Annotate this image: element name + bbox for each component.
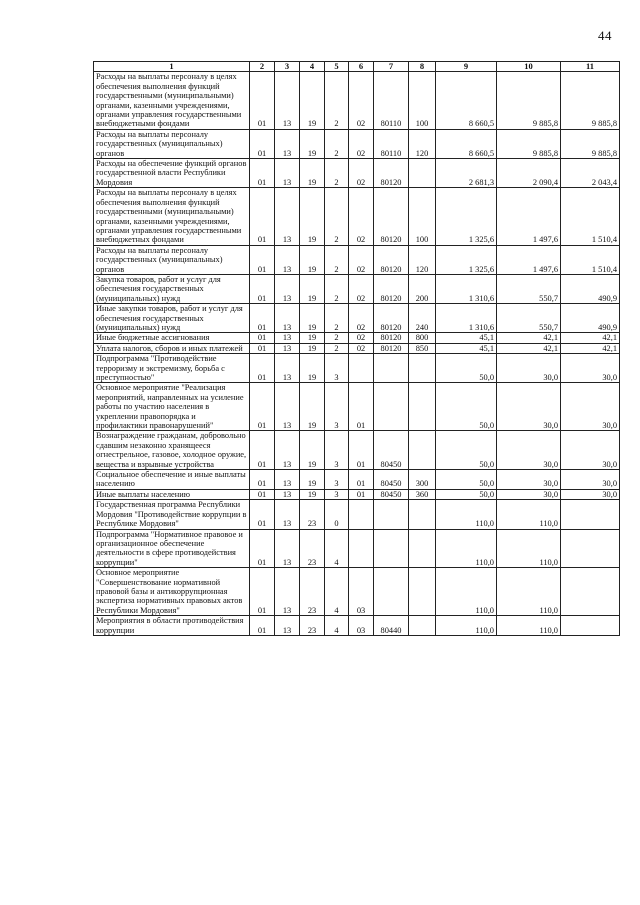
table-row bbox=[94, 129, 620, 158]
amount-year-3 bbox=[561, 568, 620, 616]
subprogram-code: 2 bbox=[325, 245, 349, 274]
amount-year-2: 110,0 bbox=[497, 529, 561, 568]
table-row bbox=[94, 470, 620, 490]
amount-year-1: 1 310,6 bbox=[436, 274, 497, 303]
column-header: 10 bbox=[497, 62, 561, 72]
row-name: Закупка товаров, работ и услуг для обеспечения государственных (муниципальных) нужд bbox=[94, 274, 250, 303]
subprogram-code: 3 bbox=[325, 354, 349, 383]
program-code: 23 bbox=[300, 616, 325, 636]
amount-year-2: 30,0 bbox=[497, 431, 561, 470]
column-header: 1 bbox=[94, 62, 250, 72]
amount-year-1: 1 310,6 bbox=[436, 304, 497, 333]
amount-year-2: 42,1 bbox=[497, 343, 561, 353]
subsection-code: 13 bbox=[275, 159, 300, 188]
section-code: 01 bbox=[250, 568, 275, 616]
direction-code bbox=[374, 500, 409, 529]
amount-year-3: 490,9 bbox=[561, 274, 620, 303]
amount-year-3: 30,0 bbox=[561, 431, 620, 470]
amount-year-1: 110,0 bbox=[436, 500, 497, 529]
column-header: 3 bbox=[275, 62, 300, 72]
amount-year-2: 1 497,6 bbox=[497, 188, 561, 245]
table-row bbox=[94, 568, 620, 616]
subsection-code: 13 bbox=[275, 383, 300, 431]
subsection-code: 13 bbox=[275, 431, 300, 470]
amount-year-1: 50,0 bbox=[436, 431, 497, 470]
subsection-code: 13 bbox=[275, 245, 300, 274]
amount-year-1: 45,1 bbox=[436, 343, 497, 353]
activity-code bbox=[349, 500, 374, 529]
subprogram-code: 3 bbox=[325, 383, 349, 431]
amount-year-3: 30,0 bbox=[561, 383, 620, 431]
table-row bbox=[94, 500, 620, 529]
direction-code: 80440 bbox=[374, 616, 409, 636]
activity-code: 02 bbox=[349, 159, 374, 188]
activity-code: 02 bbox=[349, 333, 374, 343]
expense-type-code bbox=[409, 500, 436, 529]
table-row bbox=[94, 159, 620, 188]
amount-year-2: 110,0 bbox=[497, 616, 561, 636]
section-code: 01 bbox=[250, 333, 275, 343]
subprogram-code: 4 bbox=[325, 529, 349, 568]
expense-type-code bbox=[409, 159, 436, 188]
expense-type-code: 100 bbox=[409, 72, 436, 129]
row-name: Расходы на выплаты персоналу в целях обеспечения выполнения функций государственными (муниципальными) органами, казенными учреждениями, органами управления государственными внебюджетных фондами bbox=[94, 188, 250, 245]
amount-year-2: 30,0 bbox=[497, 383, 561, 431]
section-code: 01 bbox=[250, 470, 275, 490]
expense-type-code: 850 bbox=[409, 343, 436, 353]
table-row bbox=[94, 616, 620, 636]
table-row bbox=[94, 304, 620, 333]
amount-year-2: 1 497,6 bbox=[497, 245, 561, 274]
table-row bbox=[94, 383, 620, 431]
subsection-code: 13 bbox=[275, 470, 300, 490]
column-header: 6 bbox=[349, 62, 374, 72]
column-header: 11 bbox=[561, 62, 620, 72]
amount-year-3 bbox=[561, 529, 620, 568]
expense-type-code bbox=[409, 616, 436, 636]
section-code: 01 bbox=[250, 274, 275, 303]
direction-code bbox=[374, 529, 409, 568]
direction-code: 80120 bbox=[374, 274, 409, 303]
row-name: Расходы на выплаты персоналу государственных (муниципальных) органов bbox=[94, 245, 250, 274]
table-row bbox=[94, 188, 620, 245]
amount-year-3 bbox=[561, 616, 620, 636]
program-code: 19 bbox=[300, 188, 325, 245]
column-header: 9 bbox=[436, 62, 497, 72]
subsection-code: 13 bbox=[275, 529, 300, 568]
subprogram-code: 3 bbox=[325, 470, 349, 490]
direction-code: 80120 bbox=[374, 304, 409, 333]
subprogram-code: 2 bbox=[325, 159, 349, 188]
amount-year-1: 1 325,6 bbox=[436, 188, 497, 245]
row-name: Государственная программа Республики Мордовия "Противодействие коррупции в Республике Мордовия" bbox=[94, 500, 250, 529]
program-code: 19 bbox=[300, 354, 325, 383]
amount-year-2: 550,7 bbox=[497, 304, 561, 333]
subprogram-code: 4 bbox=[325, 568, 349, 616]
direction-code: 80120 bbox=[374, 343, 409, 353]
program-code: 19 bbox=[300, 274, 325, 303]
subprogram-code: 2 bbox=[325, 72, 349, 129]
amount-year-2: 110,0 bbox=[497, 568, 561, 616]
row-name: Основное мероприятие "Совершенствование нормативной правовой базы и антикоррупционная экспертиза нормативных правовых актов Республики Мордовия" bbox=[94, 568, 250, 616]
row-name: Иные выплаты населению bbox=[94, 489, 250, 499]
activity-code: 02 bbox=[349, 188, 374, 245]
subprogram-code: 4 bbox=[325, 616, 349, 636]
program-code: 23 bbox=[300, 529, 325, 568]
column-header: 4 bbox=[300, 62, 325, 72]
amount-year-1: 110,0 bbox=[436, 616, 497, 636]
section-code: 01 bbox=[250, 343, 275, 353]
direction-code: 80120 bbox=[374, 159, 409, 188]
subsection-code: 13 bbox=[275, 72, 300, 129]
page-number: 44 bbox=[598, 28, 612, 43]
section-code: 01 bbox=[250, 354, 275, 383]
table-row bbox=[94, 354, 620, 383]
program-code: 19 bbox=[300, 159, 325, 188]
subsection-code: 13 bbox=[275, 568, 300, 616]
direction-code: 80120 bbox=[374, 333, 409, 343]
amount-year-3: 490,9 bbox=[561, 304, 620, 333]
expense-type-code: 200 bbox=[409, 274, 436, 303]
expense-type-code: 100 bbox=[409, 188, 436, 245]
subprogram-code: 2 bbox=[325, 304, 349, 333]
expense-type-code: 120 bbox=[409, 129, 436, 158]
amount-year-2: 9 885,8 bbox=[497, 72, 561, 129]
amount-year-1: 2 681,3 bbox=[436, 159, 497, 188]
amount-year-1: 8 660,5 bbox=[436, 129, 497, 158]
amount-year-3: 2 043,4 bbox=[561, 159, 620, 188]
subprogram-code: 2 bbox=[325, 343, 349, 353]
program-code: 19 bbox=[300, 304, 325, 333]
row-name: Расходы на выплаты персоналу в целях обеспечения выполнения функций государственными (муниципальными) органами, казенными учреждениями, органами управления государственными внебюджетными фондами bbox=[94, 72, 250, 129]
program-code: 19 bbox=[300, 333, 325, 343]
subprogram-code: 2 bbox=[325, 188, 349, 245]
activity-code bbox=[349, 529, 374, 568]
budget-table bbox=[93, 61, 620, 636]
section-code: 01 bbox=[250, 159, 275, 188]
section-code: 01 bbox=[250, 245, 275, 274]
subsection-code: 13 bbox=[275, 129, 300, 158]
expense-type-code: 240 bbox=[409, 304, 436, 333]
direction-code bbox=[374, 354, 409, 383]
subsection-code: 13 bbox=[275, 616, 300, 636]
activity-code: 02 bbox=[349, 129, 374, 158]
activity-code: 01 bbox=[349, 489, 374, 499]
section-code: 01 bbox=[250, 431, 275, 470]
activity-code: 02 bbox=[349, 274, 374, 303]
subprogram-code: 3 bbox=[325, 431, 349, 470]
subsection-code: 13 bbox=[275, 304, 300, 333]
section-code: 01 bbox=[250, 529, 275, 568]
expense-type-code: 360 bbox=[409, 489, 436, 499]
table-row bbox=[94, 274, 620, 303]
expense-type-code bbox=[409, 383, 436, 431]
amount-year-3: 9 885,8 bbox=[561, 72, 620, 129]
subprogram-code: 0 bbox=[325, 500, 349, 529]
direction-code bbox=[374, 383, 409, 431]
program-code: 19 bbox=[300, 343, 325, 353]
amount-year-1: 50,0 bbox=[436, 470, 497, 490]
amount-year-1: 50,0 bbox=[436, 489, 497, 499]
amount-year-1: 8 660,5 bbox=[436, 72, 497, 129]
table-row bbox=[94, 72, 620, 129]
program-code: 23 bbox=[300, 500, 325, 529]
subprogram-code: 2 bbox=[325, 333, 349, 343]
program-code: 19 bbox=[300, 129, 325, 158]
column-header: 7 bbox=[374, 62, 409, 72]
amount-year-2: 30,0 bbox=[497, 489, 561, 499]
subsection-code: 13 bbox=[275, 188, 300, 245]
amount-year-3: 30,0 bbox=[561, 354, 620, 383]
direction-code: 80110 bbox=[374, 129, 409, 158]
row-name: Подпрограмма "Нормативное правовое и организационное обеспечение деятельности в сфере противодействия коррупции" bbox=[94, 529, 250, 568]
section-code: 01 bbox=[250, 72, 275, 129]
row-name: Основное мероприятие "Реализация мероприятий, направленных на усиление работы по участию населения в укреплении правопорядка и профилактики правонарушений" bbox=[94, 383, 250, 431]
section-code: 01 bbox=[250, 616, 275, 636]
section-code: 01 bbox=[250, 129, 275, 158]
table-row bbox=[94, 333, 620, 343]
section-code: 01 bbox=[250, 489, 275, 499]
expense-type-code: 800 bbox=[409, 333, 436, 343]
expense-type-code: 120 bbox=[409, 245, 436, 274]
amount-year-3: 1 510,4 bbox=[561, 245, 620, 274]
table-row bbox=[94, 343, 620, 353]
row-name: Уплата налогов, сборов и иных платежей bbox=[94, 343, 250, 353]
row-name: Подпрограмма "Противодействие терроризму и экстремизму, борьба с преступностью" bbox=[94, 354, 250, 383]
table-row bbox=[94, 245, 620, 274]
amount-year-2: 42,1 bbox=[497, 333, 561, 343]
amount-year-3: 1 510,4 bbox=[561, 188, 620, 245]
program-code: 19 bbox=[300, 72, 325, 129]
direction-code: 80450 bbox=[374, 431, 409, 470]
amount-year-3 bbox=[561, 500, 620, 529]
direction-code: 80120 bbox=[374, 188, 409, 245]
program-code: 19 bbox=[300, 489, 325, 499]
amount-year-2: 550,7 bbox=[497, 274, 561, 303]
amount-year-1: 50,0 bbox=[436, 383, 497, 431]
direction-code: 80450 bbox=[374, 489, 409, 499]
amount-year-3: 42,1 bbox=[561, 343, 620, 353]
subsection-code: 13 bbox=[275, 354, 300, 383]
expense-type-code bbox=[409, 431, 436, 470]
row-name: Иные закупки товаров, работ и услуг для обеспечения государственных (муниципальных) нужд bbox=[94, 304, 250, 333]
amount-year-2: 2 090,4 bbox=[497, 159, 561, 188]
direction-code bbox=[374, 568, 409, 616]
row-name: Расходы на обеспечение функций органов государственной власти Республики Мордовия bbox=[94, 159, 250, 188]
program-code: 19 bbox=[300, 383, 325, 431]
row-name: Мероприятия в области противодействия коррупции bbox=[94, 616, 250, 636]
amount-year-1: 1 325,6 bbox=[436, 245, 497, 274]
amount-year-1: 45,1 bbox=[436, 333, 497, 343]
subprogram-code: 2 bbox=[325, 274, 349, 303]
program-code: 23 bbox=[300, 568, 325, 616]
program-code: 19 bbox=[300, 245, 325, 274]
table-row bbox=[94, 529, 620, 568]
table-row bbox=[94, 431, 620, 470]
activity-code: 01 bbox=[349, 470, 374, 490]
section-code: 01 bbox=[250, 500, 275, 529]
subsection-code: 13 bbox=[275, 500, 300, 529]
table-row bbox=[94, 489, 620, 499]
column-header: 5 bbox=[325, 62, 349, 72]
activity-code bbox=[349, 354, 374, 383]
amount-year-1: 50,0 bbox=[436, 354, 497, 383]
activity-code: 03 bbox=[349, 568, 374, 616]
expense-type-code bbox=[409, 354, 436, 383]
section-code: 01 bbox=[250, 304, 275, 333]
amount-year-2: 30,0 bbox=[497, 470, 561, 490]
row-name: Социальное обеспечение и иные выплаты населению bbox=[94, 470, 250, 490]
amount-year-2: 30,0 bbox=[497, 354, 561, 383]
activity-code: 01 bbox=[349, 383, 374, 431]
expense-type-code bbox=[409, 568, 436, 616]
subsection-code: 13 bbox=[275, 274, 300, 303]
amount-year-2: 110,0 bbox=[497, 500, 561, 529]
section-code: 01 bbox=[250, 188, 275, 245]
subprogram-code: 3 bbox=[325, 489, 349, 499]
activity-code: 02 bbox=[349, 245, 374, 274]
table-header-row bbox=[94, 62, 620, 72]
column-header: 2 bbox=[250, 62, 275, 72]
amount-year-3: 9 885,8 bbox=[561, 129, 620, 158]
row-name: Расходы на выплаты персоналу государственных (муниципальных) органов bbox=[94, 129, 250, 158]
activity-code: 01 bbox=[349, 431, 374, 470]
activity-code: 02 bbox=[349, 343, 374, 353]
amount-year-2: 9 885,8 bbox=[497, 129, 561, 158]
amount-year-3: 30,0 bbox=[561, 489, 620, 499]
amount-year-1: 110,0 bbox=[436, 529, 497, 568]
amount-year-3: 30,0 bbox=[561, 470, 620, 490]
amount-year-3: 42,1 bbox=[561, 333, 620, 343]
subsection-code: 13 bbox=[275, 343, 300, 353]
subsection-code: 13 bbox=[275, 489, 300, 499]
direction-code: 80110 bbox=[374, 72, 409, 129]
section-code: 01 bbox=[250, 383, 275, 431]
subsection-code: 13 bbox=[275, 333, 300, 343]
row-name: Вознаграждение гражданам, добровольно сдавшим незаконно хранящееся огнестрельное, газовое, холодное оружие, вещества и взрывные устройства bbox=[94, 431, 250, 470]
activity-code: 03 bbox=[349, 616, 374, 636]
expense-type-code bbox=[409, 529, 436, 568]
activity-code: 02 bbox=[349, 72, 374, 129]
row-name: Иные бюджетные ассигнования bbox=[94, 333, 250, 343]
program-code: 19 bbox=[300, 470, 325, 490]
expense-type-code: 300 bbox=[409, 470, 436, 490]
direction-code: 80120 bbox=[374, 245, 409, 274]
subprogram-code: 2 bbox=[325, 129, 349, 158]
direction-code: 80450 bbox=[374, 470, 409, 490]
amount-year-1: 110,0 bbox=[436, 568, 497, 616]
activity-code: 02 bbox=[349, 304, 374, 333]
column-header: 8 bbox=[409, 62, 436, 72]
program-code: 19 bbox=[300, 431, 325, 470]
